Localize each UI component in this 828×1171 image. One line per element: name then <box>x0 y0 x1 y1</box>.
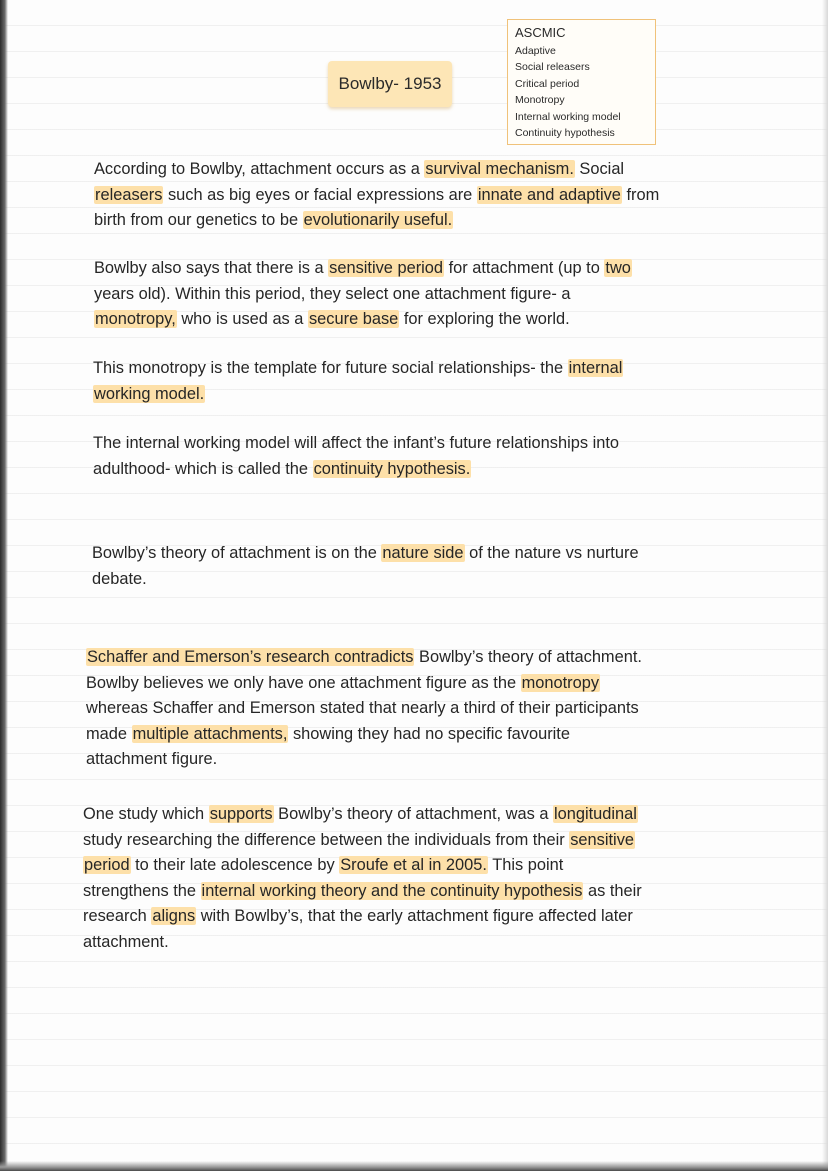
text-run: This monotropy is the template for future social relationships- the <box>93 359 568 377</box>
text-run: Bowlby believes we only have one attachment figure as the <box>86 673 521 692</box>
key-terms-title: ASCMIC <box>515 25 566 40</box>
highlighted-phrase: supports <box>209 805 273 823</box>
highlighted-phrase: working model. <box>94 384 205 403</box>
text-run: showing they had no specific favourite <box>288 724 570 743</box>
highlighted-phrase: evolutionarily useful. <box>303 211 453 230</box>
text-run: Bowlby’s theory of attachment. <box>414 648 642 666</box>
highlighted-phrase: survival mechanism. <box>425 160 574 178</box>
paragraph-line <box>92 567 639 593</box>
paragraph-line <box>83 904 642 930</box>
text-run: One study which <box>83 805 209 823</box>
page-bottom-edge-shadow <box>0 1161 828 1171</box>
text-run: research <box>83 907 152 926</box>
key-term-item: Monotropy <box>515 94 565 107</box>
highlighted-phrase: nature side <box>382 544 464 562</box>
highlighted-phrase: internal working theory and the continuity hypothesis <box>201 881 583 900</box>
paragraph-line <box>94 208 659 234</box>
highlighted-phrase: aligns <box>152 907 196 926</box>
paragraph-sensitive-period <box>94 256 632 333</box>
key-term-item: Continuity hypothesis <box>515 127 615 140</box>
highlighted-phrase: sensitive period <box>329 259 444 277</box>
paragraph-line <box>94 183 659 209</box>
text-run: made <box>86 724 132 743</box>
key-terms-box <box>507 19 656 145</box>
paragraph-line <box>93 356 623 382</box>
text-run: The internal working model will affect the infant’s future relationships into <box>93 434 619 452</box>
page-right-edge-shadow <box>822 0 828 1171</box>
highlighted-phrase: monotropy <box>521 673 600 692</box>
paragraph-line <box>86 671 642 697</box>
paragraph-line <box>92 541 639 567</box>
text-run: such as big eyes or facial expressions are <box>163 185 477 204</box>
highlighted-phrase: Schaffer and Emerson’s research contradicts <box>87 648 414 666</box>
text-run: study researching the difference between the individuals from their <box>83 830 570 849</box>
highlighted-phrase: internal <box>568 359 623 377</box>
paragraph-internal-working-model <box>93 356 623 407</box>
highlighted-phrase: continuity hypothesis. <box>313 459 471 478</box>
paragraph-line <box>86 645 642 671</box>
key-term-item: Critical period <box>515 77 580 90</box>
text-run: Bowlby’s theory of attachment is on the <box>92 544 382 562</box>
key-term-item: Internal working model <box>515 110 621 123</box>
paragraph-line <box>93 457 619 483</box>
highlighted-phrase: secure base <box>308 310 399 329</box>
text-run: as their <box>583 881 642 900</box>
paragraph-line <box>83 930 642 956</box>
highlighted-phrase: period <box>84 856 130 875</box>
title-sticky-note <box>328 61 452 107</box>
highlighted-phrase: longitudinal <box>554 805 637 823</box>
highlighted-phrase: releasers <box>95 185 163 204</box>
paragraph-supporting-study <box>83 802 642 956</box>
key-term-item: Adaptive <box>515 45 556 57</box>
text-run: birth from our genetics to be <box>94 211 303 230</box>
paragraph-line <box>94 157 659 183</box>
paragraph-continuity-hypothesis <box>93 431 619 482</box>
text-run: whereas Schaffer and Emerson stated that nearly a third of their participants <box>86 699 639 718</box>
paragraph-nature-nurture <box>92 541 639 592</box>
text-run: Bowlby’s theory of attachment, was a <box>273 805 553 823</box>
paragraph-line <box>86 696 642 722</box>
text-run: with Bowlby’s, that the early attachment figure affected later <box>196 907 633 926</box>
text-run: Social <box>574 160 625 178</box>
highlighted-phrase: innate and adaptive <box>477 185 621 204</box>
paragraph-survival-mechanism <box>94 157 659 234</box>
paragraph-line <box>94 256 632 282</box>
paragraph-schaffer-emerson <box>86 645 642 773</box>
text-run: for attachment (up to <box>444 259 605 277</box>
text-run: from <box>621 185 660 204</box>
text-run: According to Bowlby, attachment occurs as a <box>94 160 425 178</box>
paragraph-line <box>86 747 642 773</box>
paragraph-line <box>83 828 642 854</box>
key-term-item: Social releasers <box>515 61 590 74</box>
text-run: debate. <box>92 569 147 588</box>
text-run: of the nature vs nurture <box>464 544 639 562</box>
paragraph-line <box>93 382 623 408</box>
paragraph-line <box>93 431 619 457</box>
paragraph-line <box>94 282 632 308</box>
page-left-edge-shadow <box>0 0 8 1171</box>
highlighted-phrase: monotropy, <box>95 310 176 329</box>
highlighted-phrase: Sroufe et al in 2005. <box>340 856 487 875</box>
text-run: attachment. <box>83 932 169 951</box>
paragraph-line <box>83 853 642 879</box>
text-run: This point <box>487 856 564 875</box>
paragraph-line <box>94 307 632 333</box>
text-run: Bowlby also says that there is a <box>94 259 329 277</box>
text-run: years old). Within this period, they select one attachment figure- a <box>94 284 571 303</box>
highlighted-phrase: two <box>605 259 631 277</box>
text-run: to their late adolescence by <box>130 856 340 875</box>
paragraph-line <box>83 879 642 905</box>
highlighted-phrase: multiple attachments, <box>132 724 288 743</box>
text-run: who is used as a <box>176 310 308 329</box>
page-title: Bowlby- 1953 <box>338 74 442 93</box>
text-run: for exploring the world. <box>399 310 570 329</box>
text-run: adulthood- which is called the <box>93 459 313 478</box>
text-run: attachment figure. <box>86 750 218 769</box>
paragraph-line <box>83 802 642 828</box>
highlighted-phrase: sensitive <box>570 830 635 849</box>
text-run: strengthens the <box>83 881 201 900</box>
paragraph-line <box>86 722 642 748</box>
